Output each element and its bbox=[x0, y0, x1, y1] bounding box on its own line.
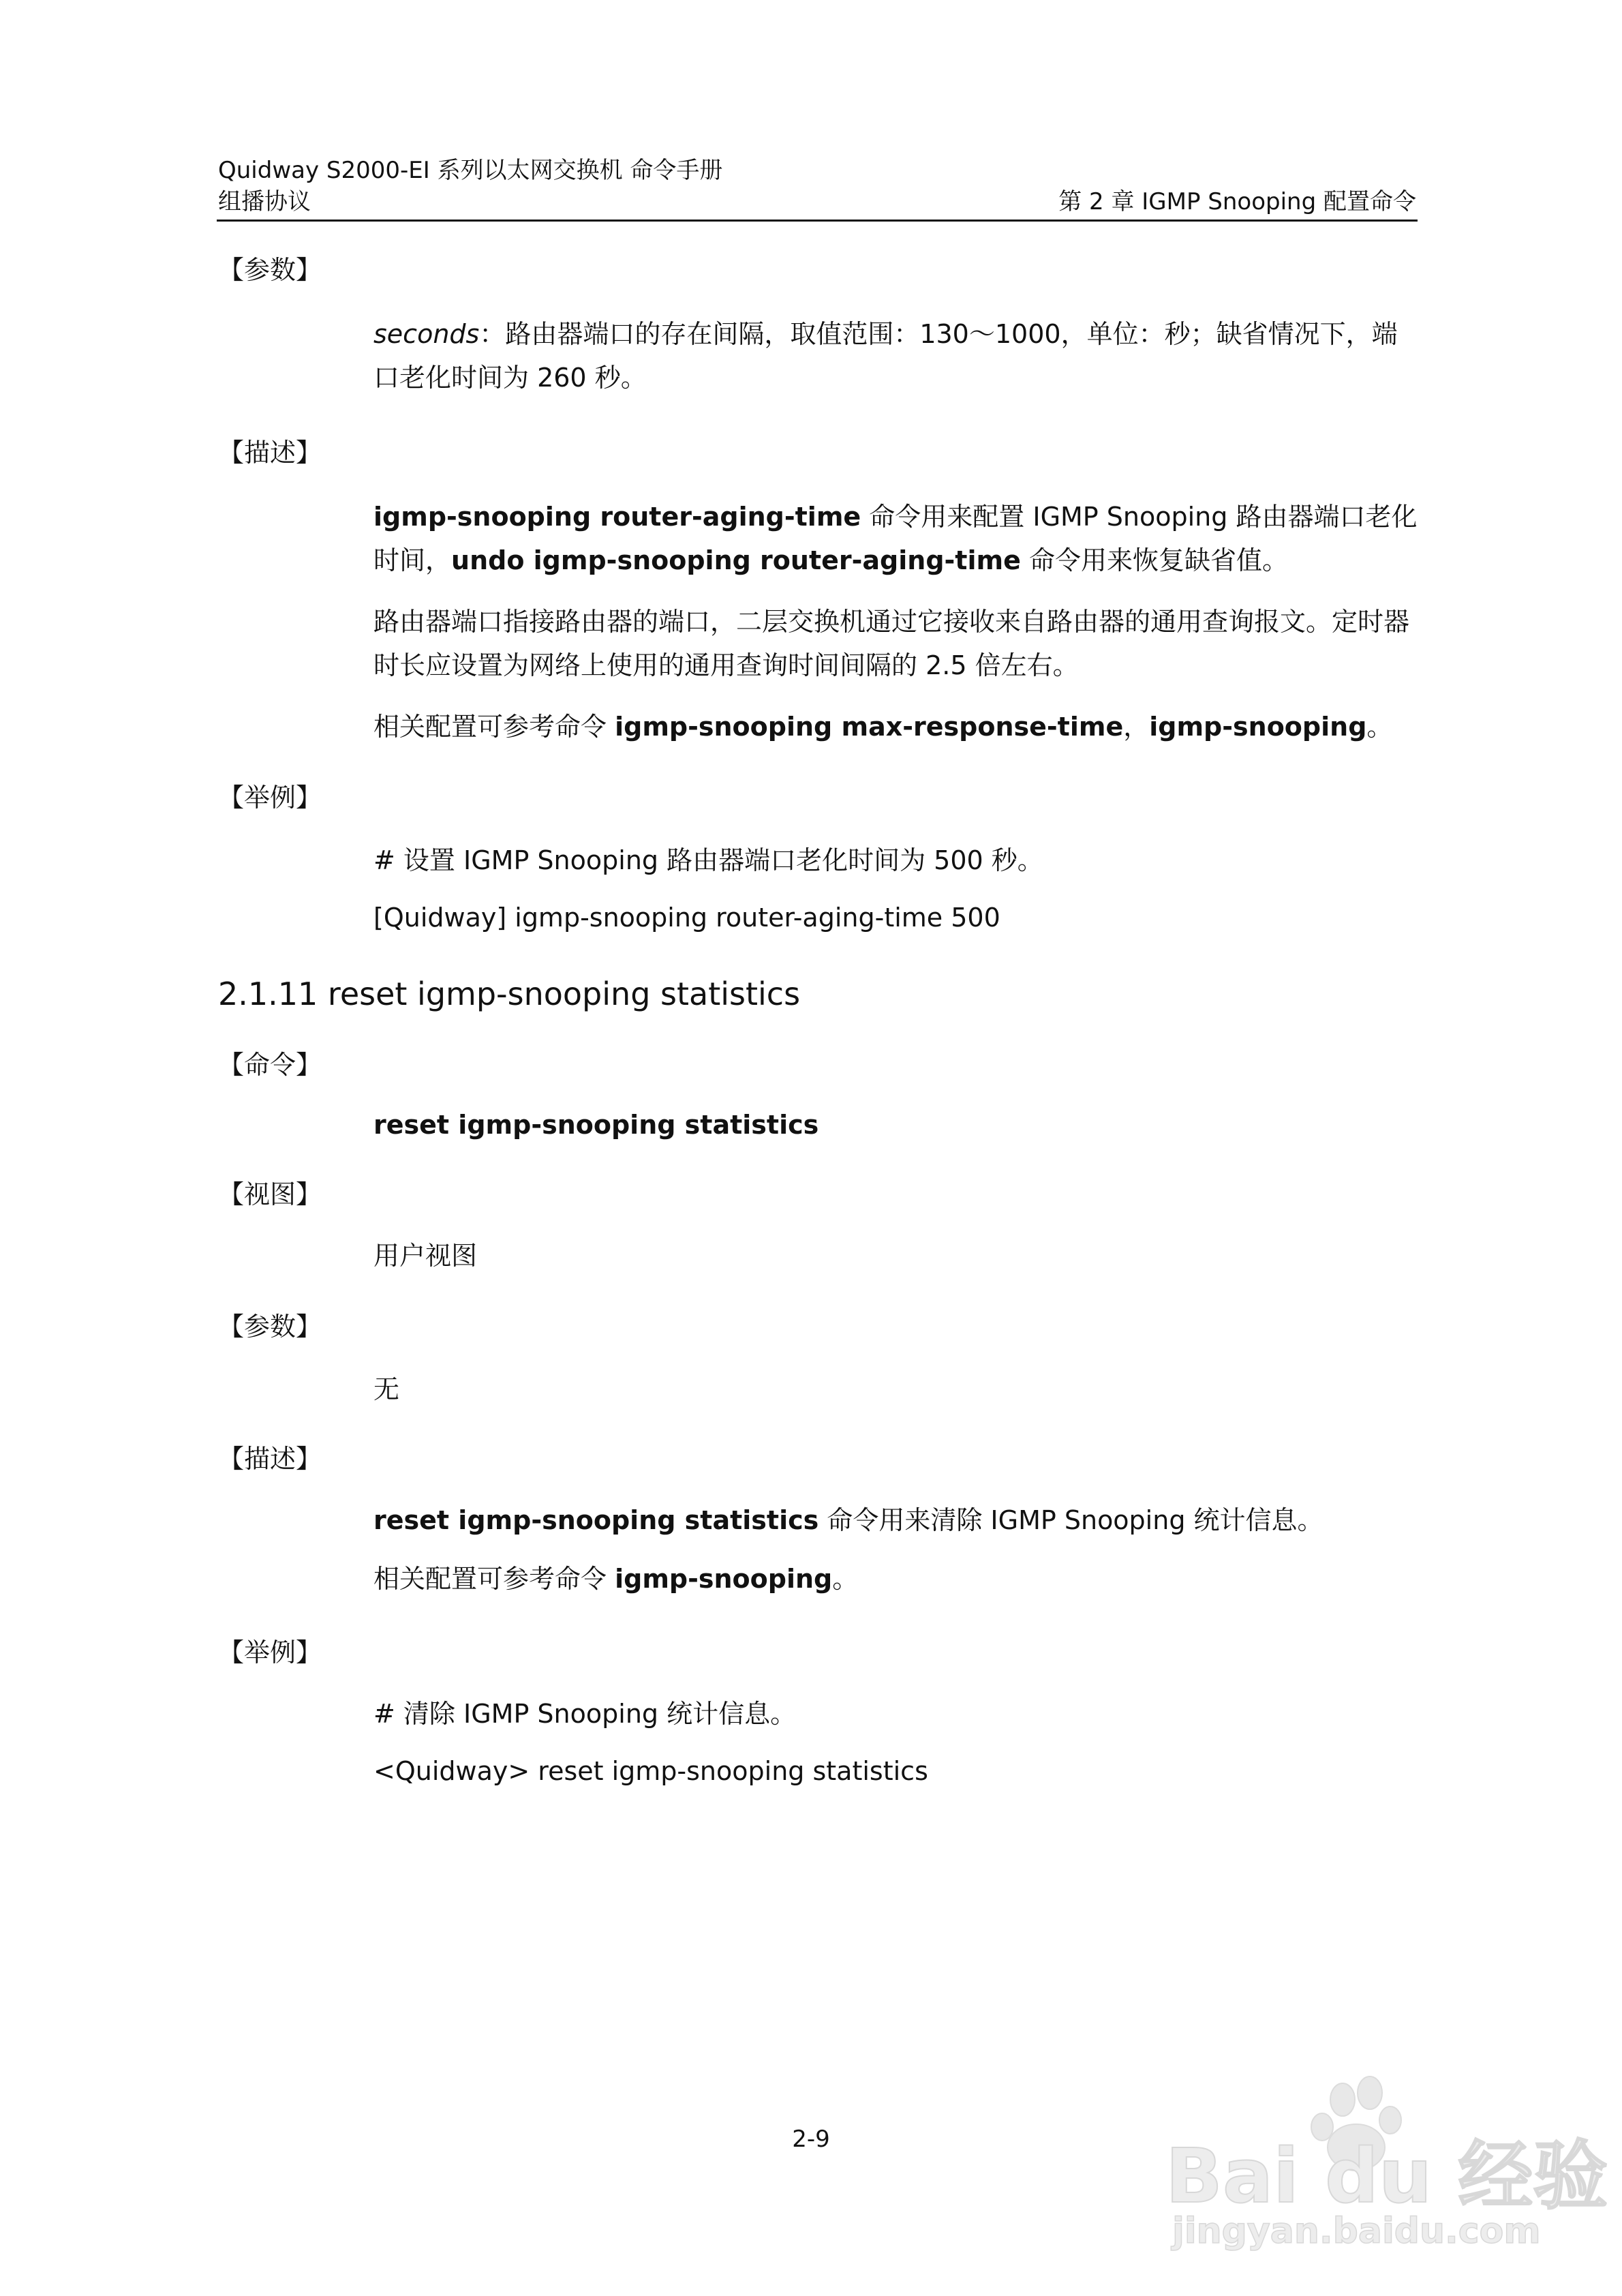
baidu-watermark bbox=[1159, 2072, 1608, 2252]
watermark-url: jingyan.baidu.com bbox=[1172, 2211, 1541, 2252]
command-text: reset igmp-snooping statistics bbox=[373, 1110, 819, 1140]
example-comment: # 设置 IGMP Snooping 路由器端口老化时间为 500 秒。 bbox=[373, 845, 1043, 875]
params2-text: 无 bbox=[373, 1374, 400, 1404]
watermark-brand: Bai du 经验 bbox=[1165, 2132, 1608, 2220]
desc2-heading: 【描述】 bbox=[218, 1444, 322, 1474]
desc2-paragraph-1: reset igmp-snooping statistics 命令用来清除 IGMP Snooping 统计信息。 bbox=[373, 1505, 1323, 1535]
example2-code: <Quidway> reset igmp-snooping statistics bbox=[373, 1756, 928, 1786]
params-paragraph: seconds：路由器端口的存在间隔，取值范围：130～1000，单位：秒；缺省情况下，端口老化时间为 260 秒。 bbox=[373, 319, 1398, 393]
example2-comment: # 清除 IGMP Snooping 统计信息。 bbox=[373, 1699, 797, 1729]
example-heading: 【举例】 bbox=[218, 783, 322, 813]
view-text: 用户视图 bbox=[373, 1241, 478, 1271]
params-heading: 【参数】 bbox=[218, 255, 322, 285]
desc-heading: 【描述】 bbox=[218, 438, 322, 468]
param-name: seconds bbox=[373, 319, 480, 349]
paw-logo-icon bbox=[1159, 2072, 1608, 2252]
header-title: Quidway S2000-EI 系列以太网交换机 命令手册 bbox=[218, 157, 723, 184]
page-number: 2-9 bbox=[792, 2126, 830, 2153]
header-rule bbox=[217, 220, 1418, 222]
command-heading: 【命令】 bbox=[218, 1050, 322, 1080]
desc-paragraph-1: igmp-snooping router-aging-time 命令用来配置 IGMP Snooping 路由器端口老化时间，undo igmp-snooping router-aging-time 命令用来恢复缺省值。 bbox=[373, 502, 1418, 575]
example-code: [Quidway] igmp-snooping router-aging-time 500 bbox=[373, 903, 1000, 933]
header-chapter: 第 2 章 IGMP Snooping 配置命令 bbox=[1058, 188, 1416, 215]
desc-paragraph-2: 路由器端口指接路由器的端口，二层交换机通过它接收来自路由器的通用查询报文。定时器时长应设置为网络上使用的通用查询时间间隔的 2.5 倍左右。 bbox=[373, 607, 1410, 680]
header-section: 组播协议 bbox=[218, 188, 311, 215]
example2-heading: 【举例】 bbox=[218, 1637, 322, 1667]
section-title: 2.1.11 reset igmp-snooping statistics bbox=[218, 976, 801, 1012]
desc2-paragraph-2: 相关配置可参考命令 igmp-snooping。 bbox=[373, 1564, 859, 1594]
view-heading: 【视图】 bbox=[218, 1179, 322, 1209]
params2-heading: 【参数】 bbox=[218, 1312, 322, 1342]
desc-paragraph-3: 相关配置可参考命令 igmp-snooping max-response-time，igmp-snooping。 bbox=[373, 712, 1393, 742]
